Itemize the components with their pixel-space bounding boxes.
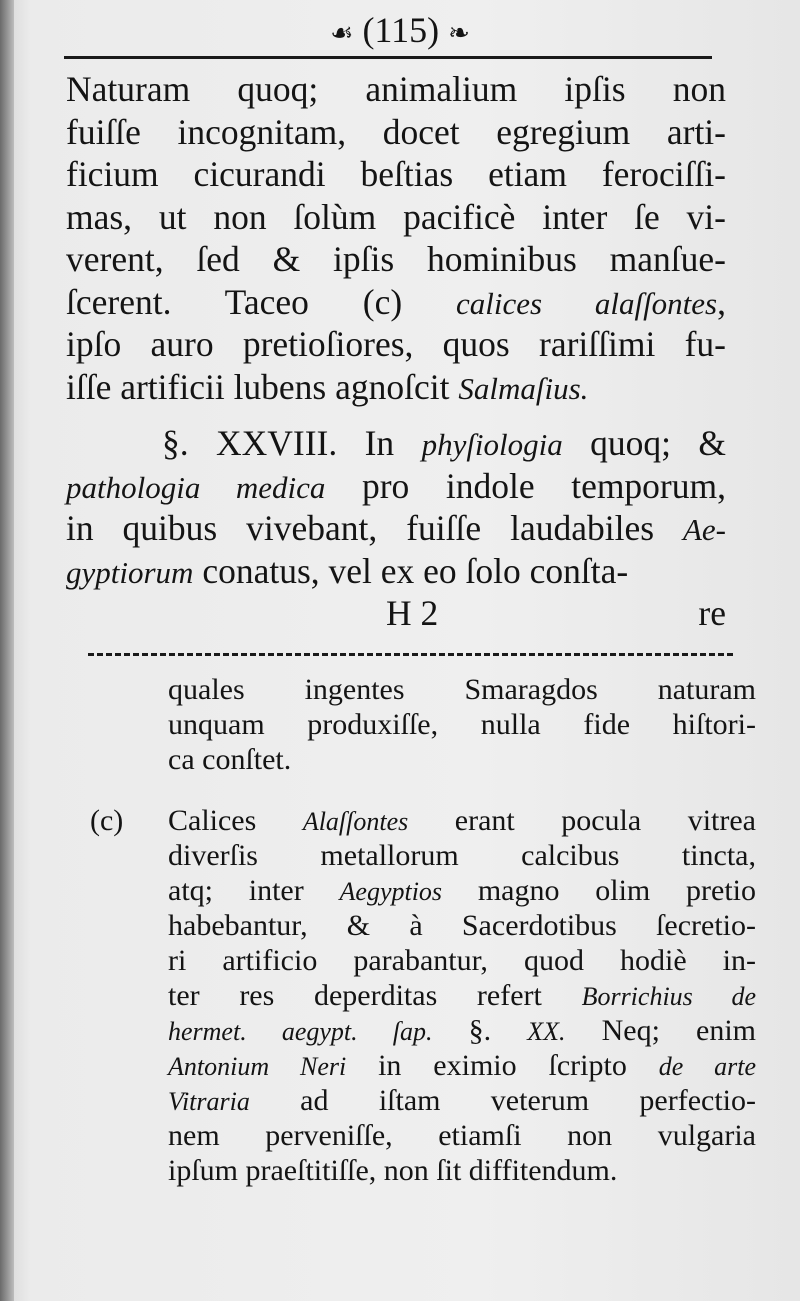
paragraph-2 <box>66 422 726 592</box>
text-run: pro indole temporum, <box>325 465 726 506</box>
page-number: (115) <box>362 10 440 50</box>
left-ornament-icon: ☙ <box>330 18 354 48</box>
italic-run: calices alaſſontes <box>456 285 718 321</box>
text-run: iſſe artificii lubens agnoſcit <box>66 366 459 407</box>
text-run: quoq; & <box>562 423 726 463</box>
text-run: in quibus vivebant, fuiſſe laudabiles <box>66 508 683 548</box>
text-line <box>66 196 726 239</box>
italic-run: gyptiorum <box>66 554 194 590</box>
italic-run: Borrichius de <box>581 982 757 1011</box>
text-run: in eximio ſcripto <box>346 1049 659 1082</box>
text-run: habebantur, & à Sacerdotibus ſecretio- <box>168 909 756 942</box>
text-run: ſcerent. Taceo (c) <box>66 281 457 322</box>
footnote-rule <box>88 653 733 656</box>
text-line <box>66 422 726 465</box>
text-run: mas, ut non ſolùm pacificè inter ſe vi- <box>66 196 726 237</box>
text-run: conatus, vel ex eo ſolo conſta- <box>193 550 629 591</box>
text-run: diverſis metallorum calcibus tincta, <box>168 839 756 872</box>
italic-run: hermet. aegypt. ſap. <box>168 1017 433 1046</box>
text-line <box>168 1083 756 1118</box>
text-run: Naturam quoq; animalium ipſis non <box>66 69 726 109</box>
text-run: ipſo auro pretioſiores, quos rariſſimi fu- <box>66 324 726 364</box>
italic-run: Alaſſontes <box>302 807 409 836</box>
text-line <box>168 672 756 707</box>
header-rule <box>64 56 712 59</box>
text-run: ipſum praeſtitiſſe, non ſit diffitendum. <box>168 1154 618 1187</box>
text-run: ca conſtet. <box>168 743 292 776</box>
text-line <box>168 742 756 777</box>
text-line <box>66 465 726 508</box>
page-header <box>0 8 800 56</box>
footnote-c <box>90 803 756 1188</box>
text-line <box>168 978 756 1013</box>
text-run: §. <box>432 1014 528 1047</box>
text-line <box>66 68 726 111</box>
text-line <box>168 838 756 873</box>
italic-run: phyſiologia <box>421 427 563 462</box>
text-line <box>168 803 756 838</box>
text-run: quales ingentes Smaragdos naturam <box>168 673 756 706</box>
catchword: re <box>698 593 726 633</box>
binding-gutter <box>0 0 14 1301</box>
text-line <box>66 366 726 409</box>
text-line <box>168 943 756 978</box>
italic-run: Ae- <box>682 512 726 547</box>
text-line <box>168 908 756 943</box>
text-line <box>66 281 726 324</box>
text-run: ter res deperditas refert <box>168 979 582 1012</box>
text-run: atq; inter <box>168 874 340 907</box>
text-run: ficium cicurandi beſtias etiam ferociſſi- <box>66 154 726 194</box>
text-line <box>66 153 726 196</box>
text-line <box>168 1118 756 1153</box>
text-line <box>66 238 726 281</box>
text-run: ad iſtam veterum perfectio- <box>249 1084 756 1117</box>
text-run: Neq; enim <box>565 1014 756 1047</box>
italic-run: Antonium Neri <box>168 1052 347 1081</box>
text-line <box>168 1048 756 1083</box>
text-line <box>66 111 726 154</box>
footnote-continuation <box>90 672 756 777</box>
text-line <box>168 707 756 742</box>
italic-run: Salmaſius. <box>458 370 589 406</box>
italic-run: pathologia medica <box>66 469 326 505</box>
text-run: fuiſſe incognitam, docet egregium arti- <box>66 111 726 152</box>
text-run: verent, ſed & ipſis hominibus manſue- <box>66 239 726 279</box>
text-run: , <box>717 281 726 322</box>
text-run: §. XXVIII. In <box>162 423 422 463</box>
text-run: magno olim pretio <box>442 874 756 907</box>
paragraph-1 <box>66 68 726 408</box>
main-text <box>66 68 726 635</box>
italic-run: de arte <box>658 1052 757 1081</box>
page-foot-line <box>66 592 726 635</box>
right-ornament-icon: ❧ <box>448 18 470 48</box>
signature-mark: H 2 <box>386 593 439 633</box>
text-line <box>168 1153 756 1188</box>
text-line <box>66 550 726 593</box>
text-line <box>168 873 756 908</box>
footnote-c-marker: (c) <box>90 804 124 837</box>
text-line <box>66 323 726 366</box>
text-run: nem perveniſſe, etiamſi non vulgaria <box>168 1119 756 1152</box>
italic-run: Aegyptios <box>339 877 443 906</box>
text-run: erant pocula vitrea <box>408 804 756 837</box>
text-run: ri artificio parabantur, quod hodiè in- <box>168 944 756 977</box>
text-line <box>168 1013 756 1048</box>
italic-run: XX. <box>527 1017 566 1046</box>
text-line <box>66 507 726 550</box>
footnotes <box>90 672 756 1188</box>
italic-run: Vitraria <box>168 1087 250 1116</box>
text-run: Calices <box>168 804 303 837</box>
text-run: unquam produxiſſe, nulla fide hiſtori- <box>168 708 756 741</box>
